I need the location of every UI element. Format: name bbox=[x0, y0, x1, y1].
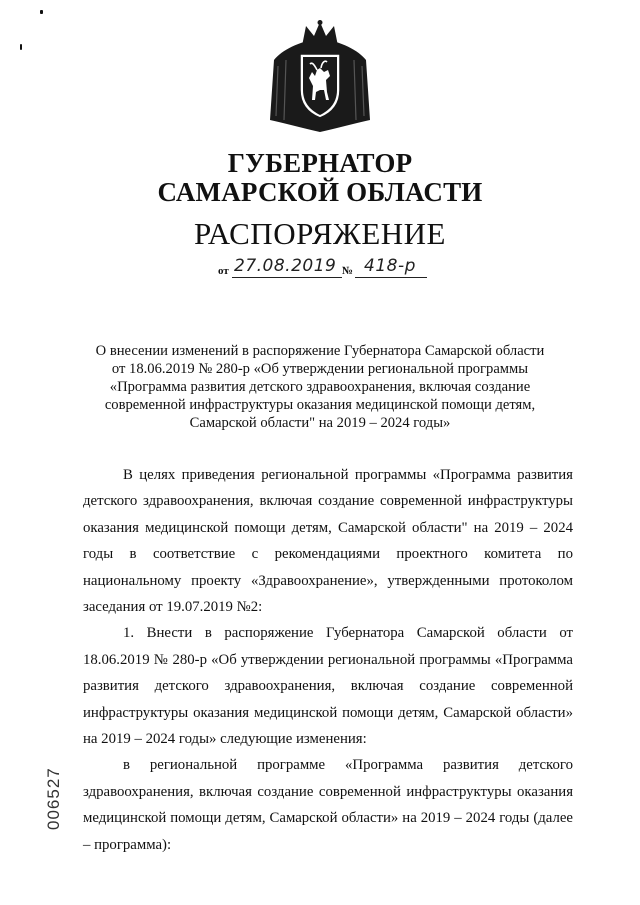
number-label: № bbox=[342, 265, 354, 277]
issuer-title: ГУБЕРНАТОР bbox=[227, 148, 413, 178]
subject-line: Самарской области" на 2019 – 2024 годы» bbox=[189, 415, 451, 431]
subject-line: О внесении изменений в распоряжение Губернатора Самарской области bbox=[95, 343, 545, 359]
subject-line: «Программа развития детского здравоохранения, включая создание bbox=[109, 379, 531, 395]
body-paragraph: в региональной программе «Программа развития детского здравоохранения, включая создание современной инфраструктуры оказания медицинской помощи детям, Самарской области» на 2019 – 2024 годы (далее – программа): bbox=[83, 757, 573, 853]
date-underline bbox=[232, 277, 342, 278]
document-body bbox=[83, 462, 573, 858]
body-paragraph: 1. Внести в распоряжение Губернатора Самарской области от 18.06.2019 № 280-р «Об утверждении региональной программы «Программа развития детского здравоохранения, включая создание современной инфраструктуры оказания медицинской помощи детям, Самарской области» на 2019 – 2024 годы» следующие изменения: bbox=[83, 625, 573, 748]
handwritten-date: 27.08.2019 bbox=[234, 256, 337, 276]
subject-line: современной инфраструктуры оказания медицинской помощи детям, bbox=[104, 397, 536, 413]
issuer-region: САМАРСКОЙ ОБЛАСТИ bbox=[157, 177, 483, 207]
document-subject bbox=[70, 342, 570, 432]
subject-line: от 18.06.2019 № 280-р «Об утверждении региональной программы bbox=[111, 361, 529, 377]
document-type: РАСПОРЯЖЕНИЕ bbox=[194, 216, 446, 251]
body-paragraph: В целях приведения региональной программы «Программа развития детского здравоохранения, включая создание современной инфраструктуры оказания медицинской помощи детям, Самарской области" на 2019 – 2024 годы в соответствие с рекомендациями проектного комитета по национальному проекту «Здравоохранение», утвержденными протоколом заседания от 19.07.2019 №2: bbox=[83, 467, 573, 616]
registration-number: 006527 bbox=[44, 767, 63, 830]
coat-of-arms-icon bbox=[268, 20, 372, 134]
scan-mark bbox=[20, 44, 22, 50]
handwritten-number: 418-р bbox=[364, 256, 416, 276]
date-label: от bbox=[218, 265, 229, 277]
date-number-line bbox=[212, 256, 452, 280]
scan-mark bbox=[40, 10, 43, 14]
number-underline bbox=[355, 277, 427, 278]
